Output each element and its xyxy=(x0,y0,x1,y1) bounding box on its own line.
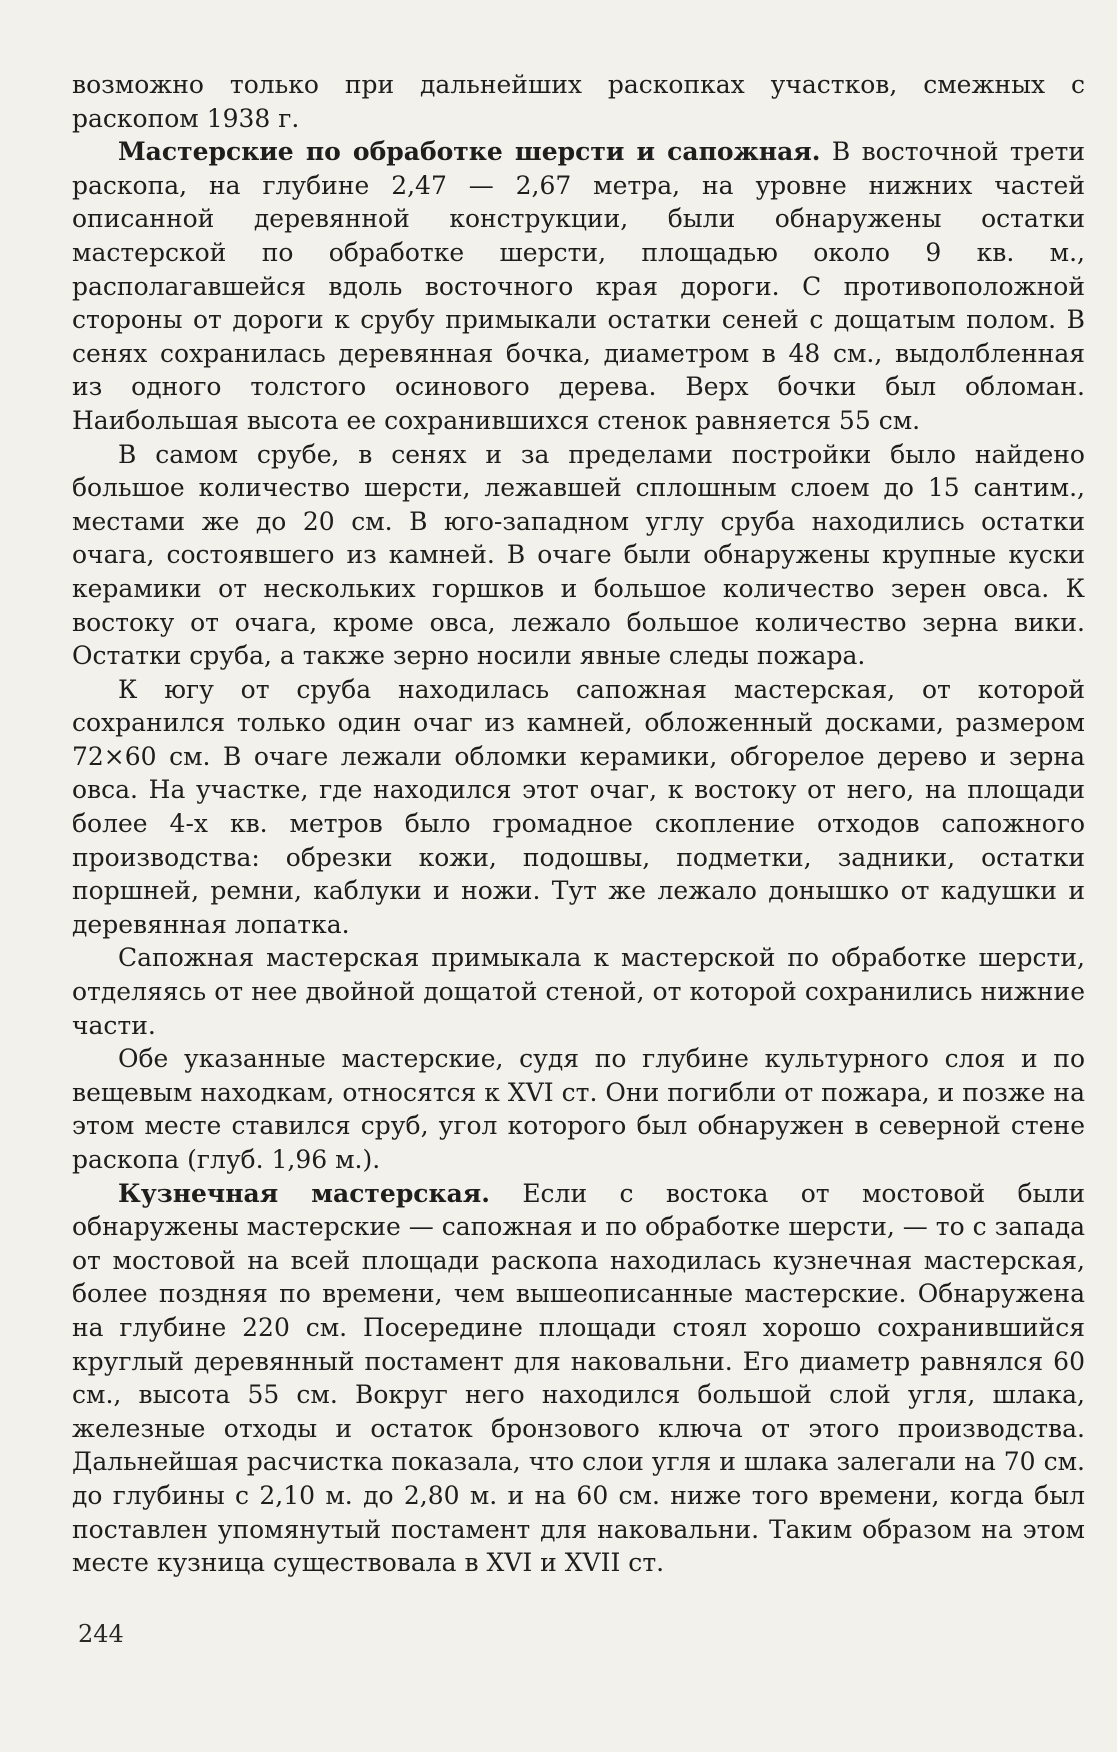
page-number: 244 xyxy=(78,1620,124,1648)
section-heading: Кузнечная мастерская. xyxy=(118,1178,490,1208)
section-heading: Мастерские по обработке шерсти и сапожная. xyxy=(118,137,821,167)
paragraph xyxy=(72,1177,1085,1580)
paragraph-text: Если с востока от мостовой были обнаружены мастерские — сапожная и по обработке шерсти, — то с запада от мостовой на всей площади раскопа находилась кузнечная мастерская, более поздняя по времени, чем вышеописанные мастерские. Обнаружена на глубине 220 см. Посередине площади стоял хорошо сохранившийся круглый деревянный постамент для наковальни. Его диаметр равнялся 60 см., высота 55 см. Вокруг него находился большой слой угля, шлака, железные отходы и остаток бронзового ключа от этого производства. Дальнейшая расчистка показала, что слои угля и шлака залегали на 70 см. до глубины с 2,10 м. до 2,80 м. и на 60 см. ниже того времени, когда был поставлен упомянутый постамент для наковальни. Таким образом на этом месте кузница существовала в XVI и XVII ст. xyxy=(72,1178,1085,1578)
paragraph xyxy=(72,68,1085,135)
paragraph-text: Обе указанные мастерские, судя по глубине культурного слоя и по вещевым находкам, относятся к XVI ст. Они погибли от пожара, и позже на этом месте ставился сруб, угол которого был обнаружен в северной стене раскопа (глуб. 1,96 м.). xyxy=(72,1044,1085,1174)
paragraph xyxy=(72,438,1085,673)
paragraph-text: возможно только при дальнейших раскопках участков, смежных с раскопом 1938 г. xyxy=(72,70,1085,133)
paragraph xyxy=(72,1042,1085,1176)
paragraph xyxy=(72,673,1085,942)
paragraph-text: Сапожная мастерская примыкала к мастерской по обработке шерсти, отделяясь от нее двойной дощатой стеной, от которой сохранились нижние части. xyxy=(72,943,1085,1040)
page-body xyxy=(72,68,1085,1580)
paragraph xyxy=(72,941,1085,1042)
paragraph-text: К югу от сруба находилась сапожная мастерская, от которой сохранился только один очаг из камней, обложенный досками, размером 72×60 см. В очаге лежали обломки керамики, обгорелое дерево и зерна овса. На участке, где находился этот очаг, к востоку от него, на площади более 4-х кв. метров было громадное скопление отходов сапожного производства: обрезки кожи, подошвы, подметки, задники, остатки поршней, ремни, каблуки и ножи. Тут же лежало донышко от кадушки и деревянная лопатка. xyxy=(72,674,1085,939)
paragraph-text: В восточной трети раскопа, на глубине 2,47 — 2,67 метра, на уровне нижних частей описанной деревянной конструкции, были обнаружены остатки мастерской по обработке шерсти, площадью около 9 кв. м., располагавшейся вдоль восточного края дороги. С противоположной стороны от дороги к срубу примыкали остатки сеней с дощатым полом. В сенях сохранилась деревянная бочка, диаметром в 48 см., выдолбленная из одного толстого осинового дерева. Верх бочки был обломан. Наибольшая высота ее сохранившихся стенок равняется 55 см. xyxy=(72,137,1085,435)
paragraph-text: В самом срубе, в сенях и за пределами постройки было найдено большое количество шерсти, лежавшей сплошным слоем до 15 сантим., местами же до 20 см. В юго-западном углу сруба находились остатки очага, состоявшего из камней. В очаге были обнаружены крупные куски керамики от нескольких горшков и большое количество зерен овса. К востоку от очага, кроме овса, лежало большое количество зерна вики. Остатки сруба, а также зерно носили явные следы пожара. xyxy=(72,439,1085,671)
paragraph xyxy=(72,135,1085,437)
